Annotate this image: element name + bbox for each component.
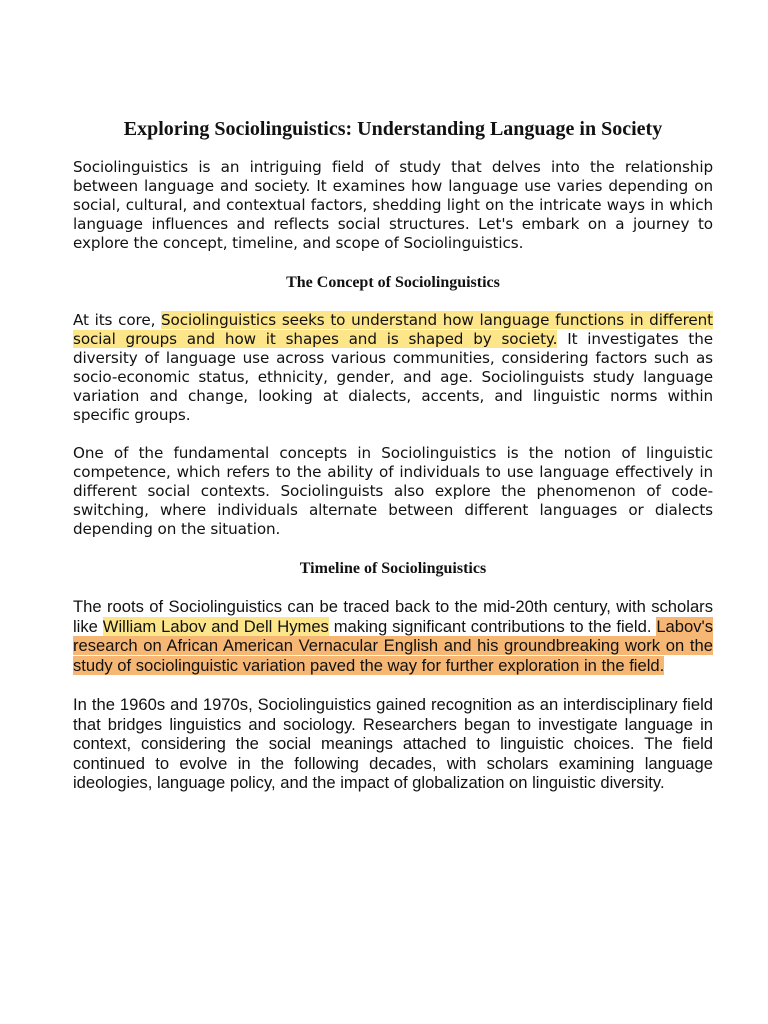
document-page xyxy=(73,115,713,793)
concept-heading: The Concept of Sociolinguistics xyxy=(286,274,500,291)
timeline-p1-lead-text: The roots of Sociolinguistics can be traced back to the mid-20th century, with scholars like xyxy=(73,597,713,636)
concept-p1-trailing-text: It investigates the diversity of language use across various communities, considering factors such as socio-economic status, ethnicity, gender, and age. Sociolinguists study language variation and change, looking at dialects, accents, and linguistic norms within specific groups. xyxy=(73,330,713,424)
document-title: Exploring Sociolinguistics: Understanding Language in Society xyxy=(123,118,663,140)
labov-research-highlight: Labov's research on African American Vernacular English and his groundbreaking work on the study of sociolinguistic variation paved the way for further exploration in the field. xyxy=(73,616,713,675)
timeline-heading: Timeline of Sociolinguistics xyxy=(299,560,487,577)
concept-p1-lead-text: At its core, xyxy=(73,311,162,329)
concept-paragraph-1 xyxy=(73,311,713,425)
concept-paragraph-2: One of the fundamental concepts in Sociolinguistics is the notion of linguistic competence, which refers to the ability of individuals to use language effectively in different social contexts. Sociolinguists also explore the phenomenon of code-switching, where individuals alternate between different languages or dialects depending on the situation. xyxy=(73,444,713,538)
timeline-paragraph-2: In the 1960s and 1970s, Sociolinguistics gained recognition as an interdisciplinary field that bridges linguistics and sociology. Researchers began to investigate language in context, considering the social meanings attached to linguistic choices. The field continued to evolve in the following decades, with scholars examining language ideologies, language policy, and the impact of globalization on linguistic diversity. xyxy=(73,695,713,792)
scholars-highlight: William Labov and Dell Hymes xyxy=(102,616,329,636)
timeline-paragraph-1 xyxy=(73,597,713,675)
intro-paragraph: Sociolinguistics is an intriguing field of study that delves into the relationship between language and society. It examines how language use varies depending on social, cultural, and contextual factors, shedding light on the intricate ways in which language influences and reflects social structures. Let's embark on a journey to explore the concept, timeline, and scope of Sociolinguistics. xyxy=(73,158,713,252)
concept-highlight: Sociolinguistics seeks to understand how language functions in different social groups and how it shapes and is shaped by society. xyxy=(73,311,714,348)
timeline-p1-middle-text: making significant contributions to the field. xyxy=(328,616,657,636)
